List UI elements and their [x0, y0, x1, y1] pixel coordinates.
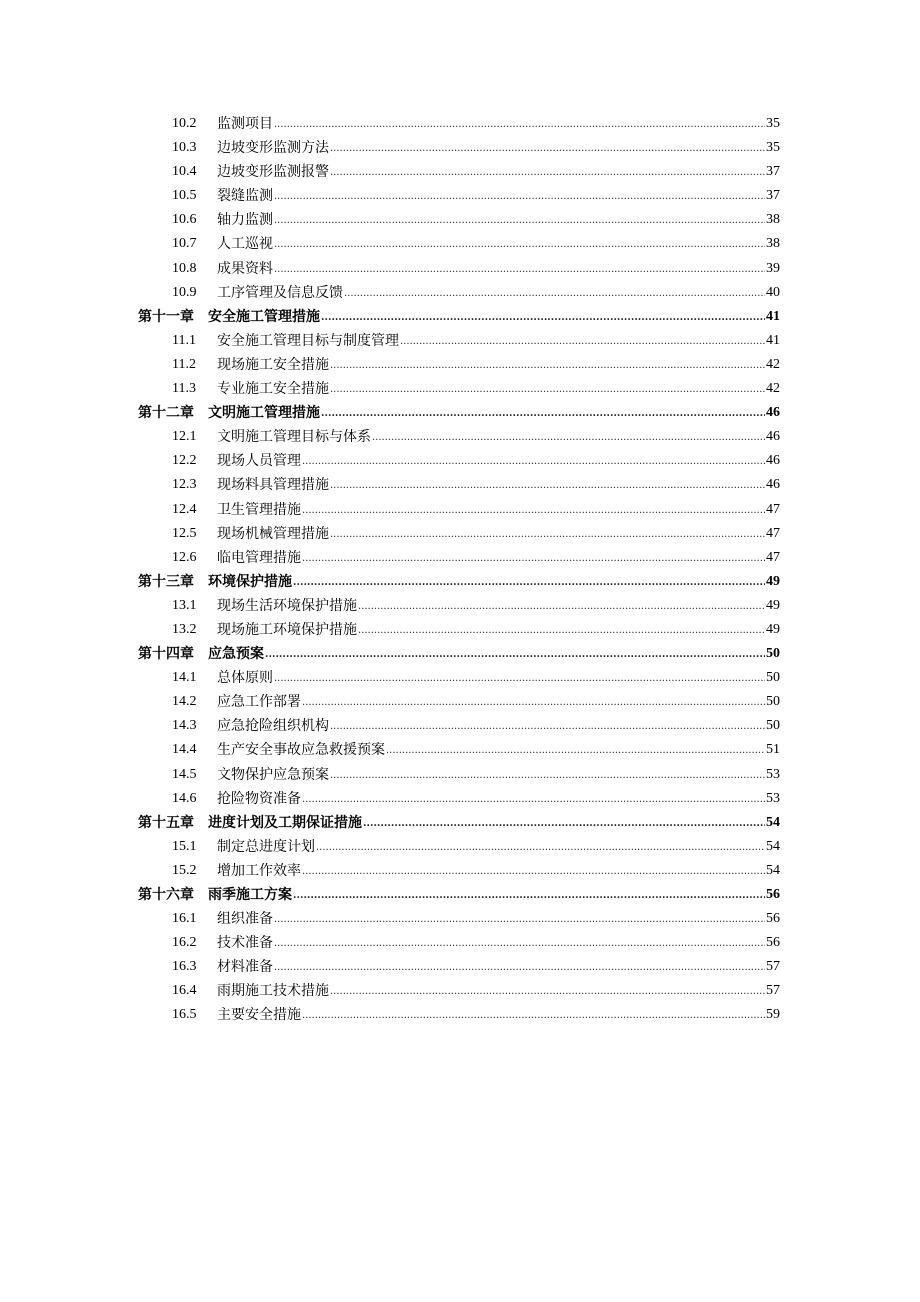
toc-entry-page-number: 40 — [766, 284, 780, 300]
toc-entry-title: 主要安全措施 — [217, 1007, 301, 1024]
toc-dot-leader — [274, 232, 765, 256]
toc-dot-leader — [344, 281, 765, 305]
toc-dot-leader — [330, 377, 765, 401]
toc-entry-page-number: 50 — [766, 694, 780, 710]
toc-entry-number: 14.3 — [172, 718, 197, 734]
toc-section-entry[interactable] — [0, 112, 920, 136]
toc-section-entry[interactable] — [0, 498, 920, 522]
toc-section-entry[interactable] — [0, 787, 920, 811]
toc-entry-page-number: 54 — [766, 862, 780, 878]
toc-entry-page-number: 46 — [766, 429, 780, 445]
toc-entry-page-number: 56 — [766, 935, 780, 951]
toc-entry-title: 安全施工管理措施 — [208, 308, 320, 325]
toc-entry-number: 16.4 — [172, 983, 197, 999]
toc-dot-leader — [330, 522, 765, 546]
toc-entry-number: 11.2 — [172, 356, 196, 372]
toc-entry-number: 15.1 — [172, 838, 197, 854]
toc-section-entry[interactable] — [0, 473, 920, 497]
toc-dot-leader — [330, 714, 765, 738]
toc-chapter-entry[interactable] — [0, 401, 920, 425]
toc-dot-leader — [293, 883, 765, 907]
toc-section-entry[interactable] — [0, 208, 920, 232]
toc-dot-leader — [274, 955, 765, 979]
toc-entry-title: 现场施工安全措施 — [217, 356, 329, 373]
toc-entry-page-number: 46 — [766, 453, 780, 469]
toc-entry-title: 专业施工安全措施 — [217, 381, 329, 398]
toc-entry-title: 制定总进度计划 — [217, 838, 315, 855]
toc-entry-number: 16.5 — [172, 1007, 197, 1023]
toc-entry-title: 临电管理措施 — [217, 549, 301, 566]
toc-section-entry[interactable] — [0, 763, 920, 787]
toc-entry-number: 16.1 — [172, 911, 197, 927]
toc-section-entry[interactable] — [0, 425, 920, 449]
toc-entry-title: 组织准备 — [217, 911, 273, 928]
toc-entry-title: 监测项目 — [217, 116, 273, 132]
toc-entry-page-number: 38 — [766, 236, 780, 252]
toc-entry-number: 14.6 — [172, 790, 197, 806]
toc-entry-number: 14.2 — [172, 694, 197, 710]
toc-entry-number: 第十四章 — [138, 646, 194, 663]
toc-section-entry[interactable] — [0, 907, 920, 931]
toc-entry-title: 裂缝监测 — [217, 188, 273, 205]
toc-entry-number: 第十三章 — [138, 573, 194, 590]
toc-section-entry[interactable] — [0, 714, 920, 738]
toc-entry-title: 边坡变形监测报警 — [217, 164, 329, 181]
toc-dot-leader — [363, 811, 765, 835]
toc-entry-page-number: 53 — [766, 790, 780, 806]
toc-entry-title: 应急预案 — [208, 646, 264, 663]
toc-entry-page-number: 35 — [766, 140, 780, 156]
toc-section-entry[interactable] — [0, 449, 920, 473]
toc-section-entry[interactable] — [0, 690, 920, 714]
toc-dot-leader — [358, 594, 765, 618]
toc-section-entry[interactable] — [0, 522, 920, 546]
toc-entry-title: 生产安全事故应急救援预案 — [217, 742, 385, 759]
toc-entry-number: 14.1 — [172, 670, 197, 686]
toc-entry-title: 现场料具管理措施 — [217, 477, 329, 494]
toc-dot-leader — [302, 690, 765, 714]
toc-dot-leader — [302, 546, 765, 570]
toc-entry-page-number: 41 — [766, 308, 780, 324]
toc-entry-page-number: 42 — [766, 356, 780, 372]
toc-section-entry[interactable] — [0, 666, 920, 690]
toc-chapter-entry[interactable] — [0, 570, 920, 594]
toc-entry-title: 增加工作效率 — [217, 862, 301, 879]
toc-entry-title: 现场人员管理 — [217, 453, 301, 470]
toc-dot-leader — [274, 257, 765, 281]
toc-entry-page-number: 50 — [766, 670, 780, 686]
toc-entry-number: 第十二章 — [138, 405, 194, 422]
toc-entry-page-number: 41 — [766, 332, 780, 348]
toc-entry-title: 边坡变形监测方法 — [217, 140, 329, 157]
toc-section-entry[interactable] — [0, 329, 920, 353]
toc-chapter-entry[interactable] — [0, 642, 920, 666]
toc-entry-number: 11.1 — [172, 332, 196, 348]
toc-entry-title: 现场生活环境保护措施 — [217, 597, 357, 614]
toc-dot-leader — [330, 353, 765, 377]
toc-section-entry[interactable] — [0, 281, 920, 305]
toc-dot-leader — [274, 907, 765, 931]
toc-entry-number: 10.8 — [172, 260, 197, 276]
toc-section-entry[interactable] — [0, 594, 920, 618]
toc-entry-number: 13.2 — [172, 621, 197, 637]
toc-entry-number: 12.1 — [172, 429, 197, 445]
toc-entry-title: 现场施工环境保护措施 — [217, 621, 357, 638]
toc-entry-page-number: 49 — [766, 573, 780, 589]
toc-dot-leader — [330, 473, 765, 497]
toc-entry-page-number: 37 — [766, 188, 780, 204]
toc-entry-number: 12.5 — [172, 525, 197, 541]
toc-entry-title: 文明施工管理目标与体系 — [217, 429, 371, 446]
toc-entry-number: 第十一章 — [138, 308, 194, 325]
toc-entry-title: 轴力监测 — [217, 212, 273, 229]
toc-chapter-entry[interactable] — [0, 883, 920, 907]
toc-entry-page-number: 54 — [766, 814, 780, 830]
toc-entry-title: 工序管理及信息反馈 — [217, 284, 343, 301]
toc-entry-page-number: 47 — [766, 549, 780, 565]
toc-entry-number: 12.3 — [172, 477, 197, 493]
toc-section-entry[interactable] — [0, 546, 920, 570]
toc-dot-leader — [386, 738, 765, 762]
toc-entry-number: 10.9 — [172, 284, 197, 300]
toc-entry-page-number: 46 — [766, 405, 780, 421]
toc-section-entry[interactable] — [0, 1003, 920, 1027]
toc-entry-number: 10.3 — [172, 140, 197, 156]
toc-entry-title: 进度计划及工期保证措施 — [208, 814, 362, 831]
toc-dot-leader — [293, 570, 765, 594]
toc-dot-leader — [302, 1003, 765, 1027]
toc-entry-page-number: 46 — [766, 477, 780, 493]
toc-dot-leader — [321, 401, 765, 425]
toc-entry-number: 13.1 — [172, 597, 197, 613]
toc-section-entry[interactable] — [0, 257, 920, 281]
toc-dot-leader — [372, 425, 765, 449]
toc-entry-title: 抢险物资准备 — [217, 790, 301, 807]
toc-dot-leader — [330, 160, 765, 184]
toc-entry-page-number: 56 — [766, 887, 780, 902]
toc-entry-title: 雨期施工技术措施 — [217, 983, 329, 1000]
toc-dot-leader — [274, 931, 765, 955]
toc-entry-number: 10.7 — [172, 236, 197, 252]
toc-entry-number: 12.6 — [172, 549, 197, 565]
toc-entry-title: 应急抢险组织机构 — [217, 718, 329, 735]
toc-entry-number: 14.5 — [172, 766, 197, 782]
toc-section-entry[interactable] — [0, 859, 920, 883]
toc-entry-title: 环境保护措施 — [208, 573, 292, 590]
toc-entry-number: 10.5 — [172, 188, 197, 204]
toc-entry-page-number: 35 — [766, 116, 780, 131]
toc-entry-page-number: 49 — [766, 621, 780, 637]
toc-entry-title: 总体原则 — [217, 670, 273, 687]
toc-chapter-entry[interactable] — [0, 811, 920, 835]
toc-entry-number: 12.4 — [172, 501, 197, 517]
toc-chapter-entry[interactable] — [0, 305, 920, 329]
table-of-contents — [0, 112, 920, 1028]
toc-dot-leader — [274, 112, 765, 136]
toc-entry-number: 14.4 — [172, 742, 197, 758]
toc-dot-leader — [274, 666, 765, 690]
toc-entry-number: 16.3 — [172, 959, 197, 975]
toc-entry-number: 12.2 — [172, 453, 197, 469]
toc-entry-page-number: 38 — [766, 212, 780, 228]
toc-dot-leader — [400, 329, 765, 353]
toc-entry-number: 15.2 — [172, 862, 197, 878]
toc-dot-leader — [302, 787, 765, 811]
toc-entry-page-number: 59 — [766, 1007, 780, 1023]
toc-entry-page-number: 54 — [766, 838, 780, 854]
toc-entry-number: 10.6 — [172, 212, 197, 228]
toc-section-entry[interactable] — [0, 618, 920, 642]
toc-entry-title: 安全施工管理目标与制度管理 — [217, 332, 399, 349]
toc-section-entry[interactable] — [0, 136, 920, 160]
toc-section-entry[interactable] — [0, 160, 920, 184]
toc-entry-title: 卫生管理措施 — [217, 501, 301, 518]
toc-dot-leader — [302, 498, 765, 522]
toc-entry-page-number: 51 — [766, 742, 780, 758]
toc-entry-title: 文明施工管理措施 — [208, 405, 320, 422]
toc-section-entry[interactable] — [0, 184, 920, 208]
toc-dot-leader — [330, 136, 765, 160]
toc-entry-number: 10.2 — [172, 116, 197, 131]
toc-entry-page-number: 42 — [766, 381, 780, 397]
toc-entry-page-number: 57 — [766, 983, 780, 999]
toc-dot-leader — [302, 859, 765, 883]
toc-entry-page-number: 39 — [766, 260, 780, 276]
toc-entry-number: 10.4 — [172, 164, 197, 180]
toc-entry-title: 人工巡视 — [217, 236, 273, 253]
toc-entry-number: 16.2 — [172, 935, 197, 951]
toc-entry-title: 应急工作部署 — [217, 694, 301, 711]
toc-entry-page-number: 57 — [766, 959, 780, 975]
toc-section-entry[interactable] — [0, 955, 920, 979]
toc-entry-page-number: 50 — [766, 646, 780, 662]
toc-dot-leader — [302, 449, 765, 473]
toc-entry-page-number: 56 — [766, 911, 780, 927]
toc-entry-page-number: 47 — [766, 525, 780, 541]
toc-entry-number: 第十五章 — [138, 814, 194, 831]
toc-dot-leader — [274, 208, 765, 232]
toc-dot-leader — [265, 642, 765, 666]
toc-dot-leader — [321, 305, 765, 329]
toc-entry-title: 技术准备 — [217, 935, 273, 952]
toc-entry-page-number: 37 — [766, 164, 780, 180]
toc-entry-number: 第十六章 — [138, 887, 194, 903]
toc-entry-title: 成果资料 — [217, 260, 273, 277]
toc-section-entry[interactable] — [0, 738, 920, 762]
toc-entry-number: 11.3 — [172, 381, 196, 397]
toc-entry-page-number: 49 — [766, 597, 780, 613]
toc-section-entry[interactable] — [0, 979, 920, 1003]
toc-entry-page-number: 53 — [766, 766, 780, 782]
toc-entry-title: 文物保护应急预案 — [217, 766, 329, 783]
toc-section-entry[interactable] — [0, 377, 920, 401]
toc-dot-leader — [330, 979, 765, 1003]
toc-entry-page-number: 50 — [766, 718, 780, 734]
toc-entry-page-number: 47 — [766, 501, 780, 517]
toc-entry-title: 雨季施工方案 — [208, 887, 292, 903]
toc-dot-leader — [330, 763, 765, 787]
toc-dot-leader — [316, 835, 765, 859]
toc-entry-title: 材料准备 — [217, 959, 273, 976]
toc-section-entry[interactable] — [0, 931, 920, 955]
toc-section-entry[interactable] — [0, 353, 920, 377]
toc-entry-title: 现场机械管理措施 — [217, 525, 329, 542]
toc-dot-leader — [274, 184, 765, 208]
toc-section-entry[interactable] — [0, 835, 920, 859]
toc-section-entry[interactable] — [0, 232, 920, 256]
toc-dot-leader — [358, 618, 765, 642]
